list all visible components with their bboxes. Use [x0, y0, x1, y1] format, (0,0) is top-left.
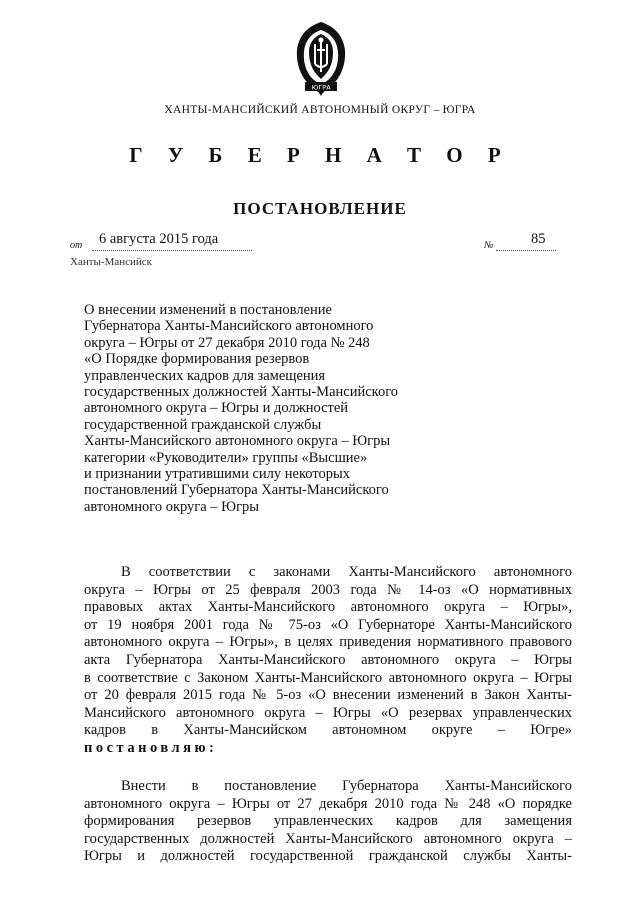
operative-paragraph — [84, 778, 572, 866]
authority-title: Г У Б Е Р Н А Т О Р — [129, 143, 511, 167]
paragraph-line: от 20 февраля 2015 года № 5-оз «О внесении изменений в Закон Ханты- — [84, 687, 572, 704]
document-number: 85 — [531, 231, 546, 247]
subject-line: «О Порядке формирования резервов — [84, 351, 310, 368]
paragraph-line: В соответствии с законами Ханты-Мансийского автономного — [121, 564, 572, 580]
subject-line: автономного округа – Югры — [84, 498, 260, 515]
document-type: ПОСТАНОВЛЕНИЕ — [233, 199, 407, 218]
paragraph-line: Мансийского автономного округа – Югры «О резервах управленческих — [84, 704, 572, 721]
coat-of-arms-icon — [291, 20, 351, 98]
subject-line: постановлений Губернатора Ханты-Мансийского — [84, 482, 389, 499]
subject-line: государственной гражданской службы — [84, 416, 322, 433]
number-label: № — [484, 240, 494, 251]
document-date: 6 августа 2015 года — [99, 231, 219, 247]
subject-line: округа – Югры от 27 декабря 2010 года № 248 — [84, 334, 370, 351]
subject-line: Ханты-Мансийского автономного округа – Югры — [84, 433, 391, 450]
paragraph-line: от 19 ноября 2001 года № 75-оз «О Губернаторе Ханты-Мансийского — [84, 616, 572, 633]
paragraph-line: кадров в Ханты-Мансийском автономном округе – Югре» — [84, 722, 572, 739]
document-subject — [84, 302, 444, 515]
subject-line: автономного округа – Югры и должностей — [84, 400, 349, 417]
date-underline — [92, 250, 252, 251]
paragraph-line: автономного округа – Югры», в целях приведения нормативного правового — [84, 634, 572, 651]
subject-line: управленческих кадров для замещения — [84, 367, 326, 384]
paragraph-line: Югры и должностей государственной гражданской службы Ханты- — [84, 848, 572, 865]
paragraph-line: акта Губернатора Ханты-Мансийского автономного округа – Югры — [84, 651, 572, 668]
number-underline — [496, 250, 556, 251]
paragraph-line: формирования резервов управленческих кадров для замещения — [84, 813, 572, 830]
decree-word: постановляю: — [84, 739, 218, 756]
region-name: ХАНТЫ-МАНСИЙСКИЙ АВТОНОМНЫЙ ОКРУГ – ЮГРА — [164, 104, 476, 116]
subject-line: государственных должностей Ханты-Мансийского — [84, 384, 399, 401]
subject-line: Губернатора Ханты-Мансийского автономного — [84, 318, 374, 335]
city-name: Ханты-Мансийск — [70, 256, 153, 268]
paragraph-line: правовых актах Ханты-Мансийского автономного округа – Югры», — [84, 599, 572, 616]
subject-line: категории «Руководители» группы «Высшие» — [84, 449, 368, 466]
emblem-text: ЮГРА — [311, 83, 331, 92]
paragraph-line: в соответствие с Законом Ханты-Мансийского автономного округа – Югры — [84, 669, 572, 686]
paragraph-line: округа – Югры от 25 февраля 2003 года № 14-оз «О нормативных — [84, 581, 572, 598]
subject-line: и признании утратившими силу некоторых — [84, 466, 350, 483]
paragraph-line: государственных должностей Ханты-Мансийского автономного округа – — [84, 830, 572, 847]
paragraph-line: автономного округа – Югры от 27 декабря 2010 года № 248 «О порядке — [84, 795, 572, 812]
preamble-paragraph — [84, 564, 572, 758]
subject-line: О внесении изменений в постановление — [84, 302, 332, 318]
paragraph-line: Внести в постановление Губернатора Ханты-Мансийского — [121, 778, 572, 794]
date-label: от — [70, 240, 83, 251]
